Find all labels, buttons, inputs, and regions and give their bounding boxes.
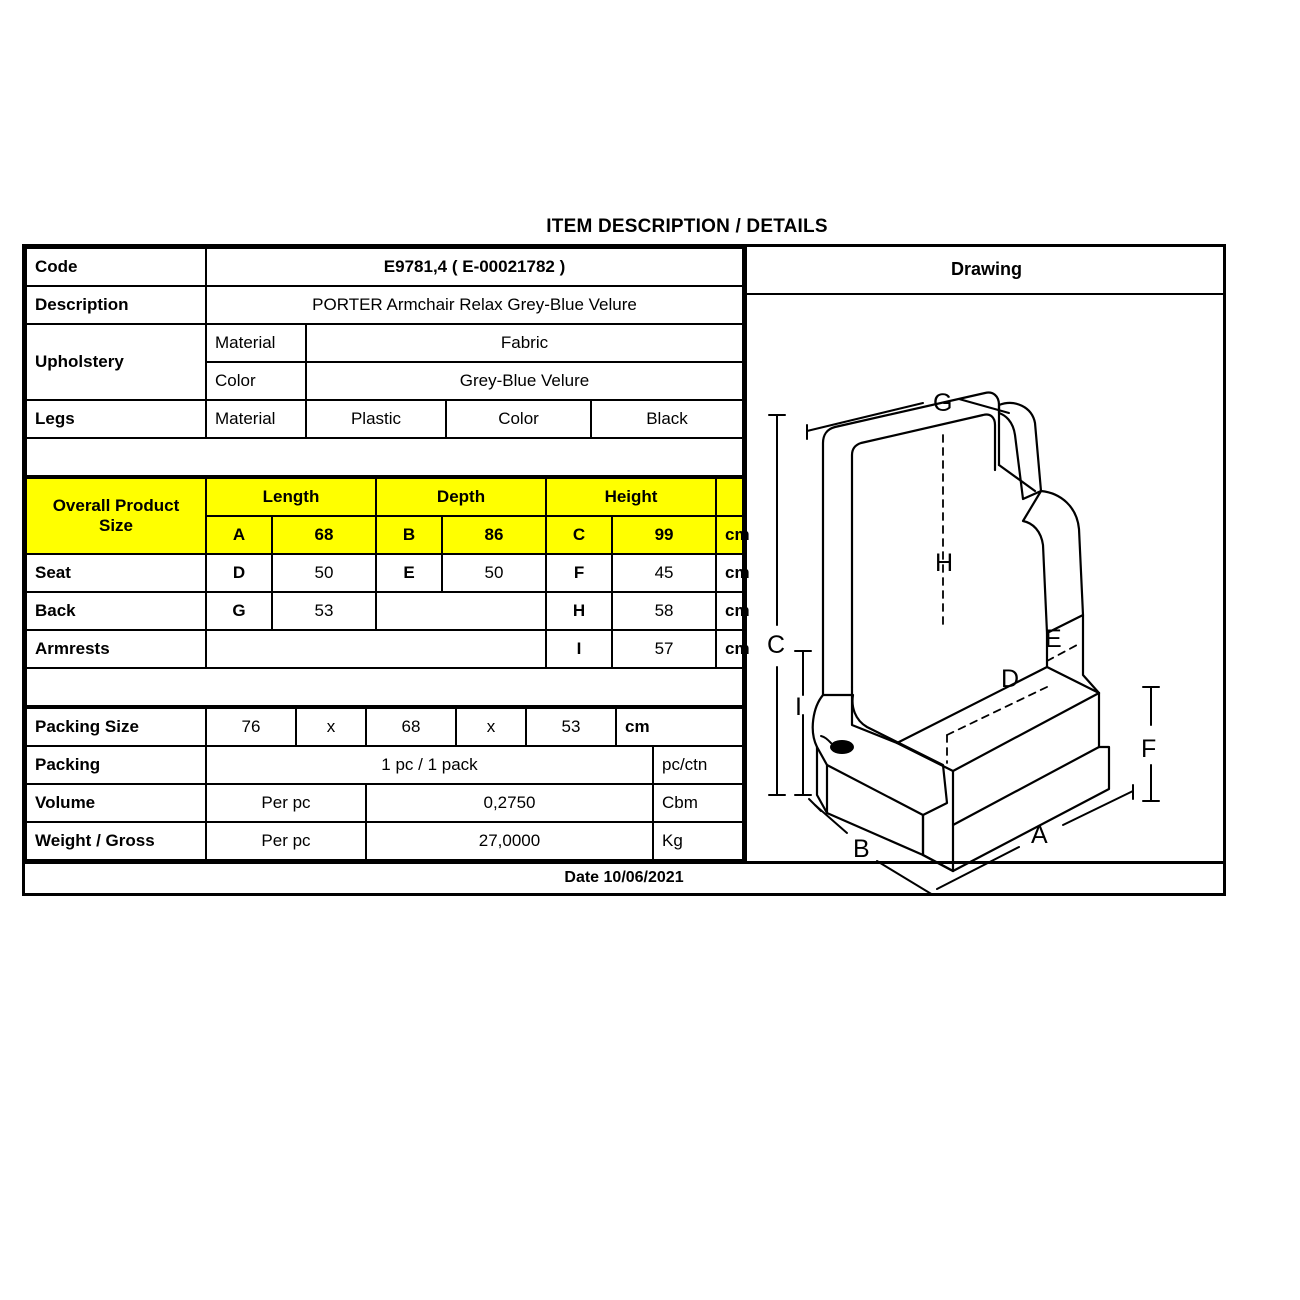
- dimension-label-G: G: [933, 389, 953, 417]
- table-row-code: [26, 248, 743, 286]
- back-length-value: 53: [272, 592, 376, 630]
- armchair-drawing-svg: [747, 295, 1226, 863]
- upholstery-material-value: Fabric: [306, 324, 743, 362]
- packing-size-x2: x: [456, 708, 526, 746]
- seat-label: Seat: [26, 554, 206, 592]
- back-length-key: G: [206, 592, 272, 630]
- weight-per: Per pc: [206, 822, 366, 860]
- volume-per: Per pc: [206, 784, 366, 822]
- seat-height-value: 45: [612, 554, 716, 592]
- weight-unit: Kg: [653, 822, 743, 860]
- back-label: Back: [26, 592, 206, 630]
- specification-pane: [25, 247, 750, 861]
- dimension-label-A: A: [1031, 821, 1048, 849]
- date-line: Date 10/06/2021: [22, 864, 1226, 896]
- table-row-weight: [26, 822, 743, 860]
- weight-label: Weight / Gross: [26, 822, 206, 860]
- spec-sheet: [22, 216, 1232, 896]
- dimension-label-F: F: [1141, 735, 1157, 763]
- armrests-height-value: 57: [612, 630, 716, 668]
- volume-label: Volume: [26, 784, 206, 822]
- table-row-packing: [26, 746, 743, 784]
- drawing-title: Drawing: [747, 247, 1226, 295]
- packing-value: 1 pc / 1 pack: [206, 746, 653, 784]
- packing-size-label: Packing Size: [26, 708, 206, 746]
- upholstery-material-label: Material: [206, 324, 306, 362]
- seat-length-value: 50: [272, 554, 376, 592]
- volume-unit: Cbm: [653, 784, 743, 822]
- packing-size-width: 68: [366, 708, 456, 746]
- dimension-label-E: E: [1045, 625, 1062, 653]
- sheet-frame: [22, 244, 1226, 864]
- legs-material-label: Material: [206, 400, 306, 438]
- table-row-armrests: [26, 630, 743, 668]
- packing-unit: pc/ctn: [653, 746, 743, 784]
- overall-depth-value: 86: [442, 516, 546, 554]
- header-length: Length: [206, 478, 376, 516]
- packing-size-unit: cm: [616, 708, 743, 746]
- header-depth: Depth: [376, 478, 546, 516]
- back-height-value: 58: [612, 592, 716, 630]
- dimension-label-D: D: [1001, 665, 1020, 693]
- table-row-back: [26, 592, 743, 630]
- dimensions-header-row: [26, 478, 743, 516]
- seat-unit: cm: [716, 554, 743, 592]
- upholstery-color-value: Grey-Blue Velure: [306, 362, 743, 400]
- header-unit-blank: [716, 478, 743, 516]
- code-label: Code: [26, 248, 206, 286]
- packing-size-x1: x: [296, 708, 366, 746]
- armrests-height-key: I: [546, 630, 612, 668]
- table-row-seat: [26, 554, 743, 592]
- weight-value: 27,0000: [366, 822, 653, 860]
- overall-height-value: 99: [612, 516, 716, 554]
- drawing-pane: [747, 247, 1226, 861]
- dimension-label-I: I: [795, 693, 802, 721]
- armrests-unit: cm: [716, 630, 743, 668]
- identification-table: [25, 247, 744, 477]
- dimension-label-H: H: [935, 549, 954, 577]
- seat-height-key: F: [546, 554, 612, 592]
- seat-length-key: D: [206, 554, 272, 592]
- upholstery-color-label: Color: [206, 362, 306, 400]
- back-depth-blank: [376, 592, 546, 630]
- table-row-packing-size: [26, 708, 743, 746]
- dimension-label-C: C: [767, 631, 786, 659]
- overall-length-value: 68: [272, 516, 376, 554]
- table-row-upholstery-material: [26, 324, 743, 362]
- table-row-volume: [26, 784, 743, 822]
- table-spacer-1: [26, 438, 743, 476]
- dimensions-table: [25, 477, 750, 707]
- header-height: Height: [546, 478, 716, 516]
- volume-value: 0,2750: [366, 784, 653, 822]
- drawing-canvas: [747, 295, 1226, 863]
- legs-color-label: Color: [446, 400, 591, 438]
- packing-size-height: 53: [526, 708, 616, 746]
- legs-color-value: Black: [591, 400, 743, 438]
- armrests-label: Armrests: [26, 630, 206, 668]
- legs-label: Legs: [26, 400, 206, 438]
- table-row-legs: [26, 400, 743, 438]
- seat-depth-key: E: [376, 554, 442, 592]
- overall-depth-key: B: [376, 516, 442, 554]
- dimension-label-B: B: [853, 835, 870, 863]
- back-height-key: H: [546, 592, 612, 630]
- code-value: E9781,4 ( E-00021782 ): [206, 248, 743, 286]
- overall-height-key: C: [546, 516, 612, 554]
- overall-unit: cm: [716, 516, 743, 554]
- upholstery-label: Upholstery: [26, 324, 206, 400]
- armrests-blank: [206, 630, 546, 668]
- seat-depth-value: 50: [442, 554, 546, 592]
- back-unit: cm: [716, 592, 743, 630]
- page-title: ITEM DESCRIPTION / DETAILS: [546, 216, 828, 237]
- overall-size-label: Overall Product Size: [26, 478, 206, 554]
- description-label: Description: [26, 286, 206, 324]
- packing-label: Packing: [26, 746, 206, 784]
- description-value: PORTER Armchair Relax Grey-Blue Velure: [206, 286, 743, 324]
- legs-material-value: Plastic: [306, 400, 446, 438]
- table-spacer-2: [26, 668, 743, 706]
- packing-table: [25, 707, 744, 861]
- packing-size-length: 76: [206, 708, 296, 746]
- table-row-description: [26, 286, 743, 324]
- overall-length-key: A: [206, 516, 272, 554]
